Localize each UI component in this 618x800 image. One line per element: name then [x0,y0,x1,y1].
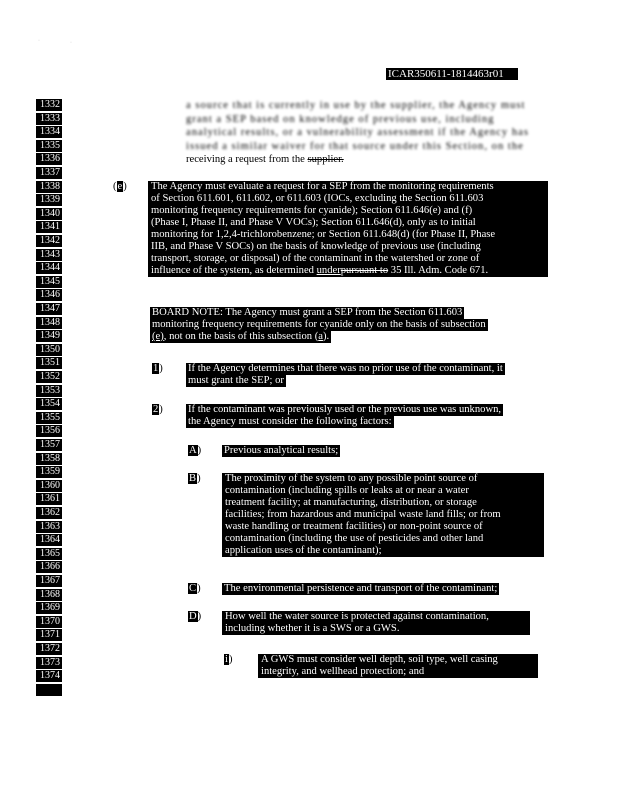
line-number: 1334 [36,126,62,138]
text-line: waste handling or treatment facilities) or non-point source of [225,521,541,533]
line-number: 1357 [36,439,62,451]
line-number: 1351 [36,357,62,369]
fragment-line: a source that is currently in use by the supplier, the Agency must [186,100,526,111]
text-line: application uses of the contaminant); [225,545,541,557]
text-line: Previous analytical results; [224,445,339,456]
text-line: IIB, and Phase V SOCs) on the basis of knowledge of previous use (including [151,241,545,253]
text-line: contamination (including spills or leaks at or near a water [225,485,541,497]
line-number: 1365 [36,548,62,560]
text-line: A GWS must consider well depth, soil type, well casing [261,654,535,666]
text-line: monitoring frequency requirements for cyanide); Section 611.646(e) and (f) [151,205,545,217]
board-note [150,307,488,343]
line-number: 1335 [36,140,62,152]
text-line: of Section 611.601, 611.602, or 611.603 (IOCs, excluding the Section 611.603 [151,193,545,205]
text-line: the Agency must consider the following factors: [188,416,392,427]
line-number: 1364 [36,534,62,546]
line-number: 1355 [36,412,62,424]
line-number: 1369 [36,602,62,614]
line-number: 1332 [36,99,62,111]
text-line: The environmental persistence and transport of the contaminant; [224,583,498,594]
text-line: influence of the system, as determined underpursuant to 35 Ill. Adm. Code 671. [151,265,545,277]
text-line: BOARD NOTE: The Agency must grant a SEP from the Section 611.603 [152,307,463,318]
text-line: monitoring frequency requirements for cyanide only on the basis of subsection [152,319,486,330]
line-number: 1372 [36,643,62,655]
text-line: (e), not on the basis of this subsection (a). [152,331,330,342]
text-line: facilities; from hazardous and municipal waste land fills; or from [225,509,541,521]
line-number: 1370 [36,616,62,628]
text-line: (Phase I, Phase II, and Phase V VOCs); Section 611.646(d), only as to initial [151,217,545,229]
fragment-line: grant a SEP based on knowledge of previous use, including [186,113,495,125]
line-number: 1342 [36,235,62,247]
factor-b-marker: B) [189,473,201,484]
inserted-text: under [316,265,341,276]
line-number: 1352 [36,371,62,383]
line-number: 1345 [36,276,62,288]
line-number: 1356 [36,425,62,437]
text-line: transport, storage, or disposal) of the contaminant in the watershed or zone of [151,253,545,265]
text-line: The proximity of the system to any possible point source of [225,473,541,485]
line-number: 1371 [36,629,62,641]
line-number: 1349 [36,330,62,342]
line-number: 1340 [36,208,62,220]
factor-c-text [222,583,499,595]
section-e-marker: (e) [113,181,127,192]
line-number: 1341 [36,221,62,233]
top-paragraph-fragment [186,99,546,167]
text-line: including whether it is a SWS or a GWS. [225,623,527,635]
factor-d-paragraph [222,611,530,635]
line-number: 1346 [36,289,62,301]
item-1-marker: 1) [153,363,163,374]
line-number: 1348 [36,317,62,329]
line-number: 1368 [36,589,62,601]
fragment-line: receiving a request from the supplier. [186,154,344,165]
scan-speck: · [70,40,72,46]
text-line: monitoring for 1,2,4-trichlorobenzene; or Section 611.648(d) (for Phase II, Phase [151,229,545,241]
text-line: treatment facility; at manufacturing, distribution, or storage [225,497,541,509]
line-number: 1358 [36,453,62,465]
line-number: 1374 [36,670,62,682]
text-line: contamination (including the use of pesticides and other land [225,533,541,545]
fragment-line: issued a similar waiver for that source under this Section, on the [186,140,524,152]
item-2-text [186,404,503,428]
line-number: 1344 [36,262,62,274]
line-number: 1366 [36,561,62,573]
line-number: 1367 [36,575,62,587]
item-2-marker: 2) [153,404,163,415]
factor-d-i-paragraph [258,654,538,678]
text-line: The Agency must evaluate a request for a SEP from the monitoring requirements [151,181,545,193]
factor-b-paragraph [222,473,544,557]
line-number: 1347 [36,303,62,315]
line-number: 1361 [36,493,62,505]
line-number: 1337 [36,167,62,179]
factor-d-marker: D) [189,611,202,622]
text-line: How well the water source is protected against contamination, [225,611,527,623]
text-line: must grant the SEP; or [188,375,284,386]
line-number: 1333 [36,113,62,125]
item-1-text [186,363,505,387]
deleted-text: supplier. [307,154,344,165]
factor-c-marker: C) [189,583,201,594]
fragment-line: analytical results, or a vulnerability assessment if the Agency has [186,127,529,138]
line-number [36,684,62,696]
line-number: 1373 [36,657,62,669]
factor-d-i-marker: i) [225,654,233,665]
line-number: 1354 [36,398,62,410]
line-number: 1350 [36,344,62,356]
section-e-paragraph [148,181,548,277]
line-number: 1338 [36,181,62,193]
line-number: 1360 [36,480,62,492]
text-line: If the contaminant was previously used or the previous use was unknown, [188,404,502,415]
document-id: ICAR350611-1814463r01 [386,68,518,80]
line-number: 1339 [36,194,62,206]
text-line: If the Agency determines that there was no prior use of the contaminant, it [188,363,503,374]
line-number: 1353 [36,385,62,397]
line-number: 1363 [36,521,62,533]
factor-a-marker: A) [189,445,202,456]
factor-a-text [222,445,340,457]
deleted-text: pursuant to [340,265,389,276]
line-number: 1362 [36,507,62,519]
scan-speck: · [38,38,40,44]
line-number: 1359 [36,466,62,478]
text-line: integrity, and wellhead protection; and [261,666,535,678]
line-number: 1336 [36,153,62,165]
line-number: 1343 [36,249,62,261]
